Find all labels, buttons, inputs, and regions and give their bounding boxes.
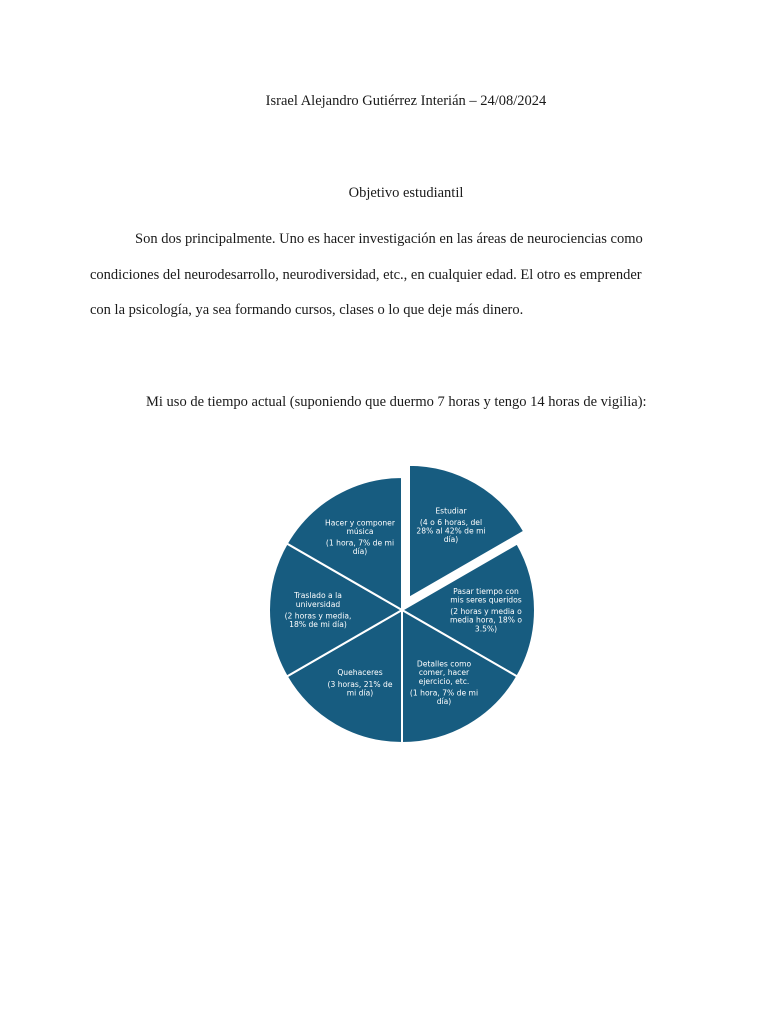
pie-slice-label: Traslado a la universidad (2 horas y media, 18% de mi día)	[284, 591, 352, 629]
pie-slice-label: Detalles como comer, hacer ejercicio, etc. (1 hora, 7% de mi día)	[409, 659, 479, 707]
author-date-line: Israel Alejandro Gutiérrez Interián – 24/08/2024	[265, 93, 547, 109]
paragraph-line: Son dos principalmente. Uno es hacer investigación en las áreas de neurociencias como	[135, 231, 643, 247]
pie-slice-label: Hacer y componer música (1 hora, 7% de mi día)	[325, 518, 395, 557]
time-usage-pie-chart	[250, 440, 550, 760]
paragraph-line: condiciones del neurodesarrollo, neurodiversidad, etc., en cualquier edad. El otro es emprender	[90, 267, 642, 283]
paragraph-line: con la psicología, ya sea formando cursos, clases o lo que deje más dinero.	[90, 302, 524, 318]
pie-slice-label: Pasar tiempo con mis seres queridos (2 horas y media o media hora, 18% o 3.5%)	[449, 586, 523, 634]
pie-slice-label: Estudiar (4 o 6 horas, del 28% al 42% de mi día)	[416, 506, 486, 545]
section-title: Objetivo estudiantil	[348, 185, 464, 201]
chart-caption: Mi uso de tiempo actual (suponiendo que duermo 7 horas y tengo 14 horas de vigilia):	[146, 394, 647, 410]
pie-slice-label: Quehaceres (3 horas, 21% de mi día)	[327, 668, 393, 698]
